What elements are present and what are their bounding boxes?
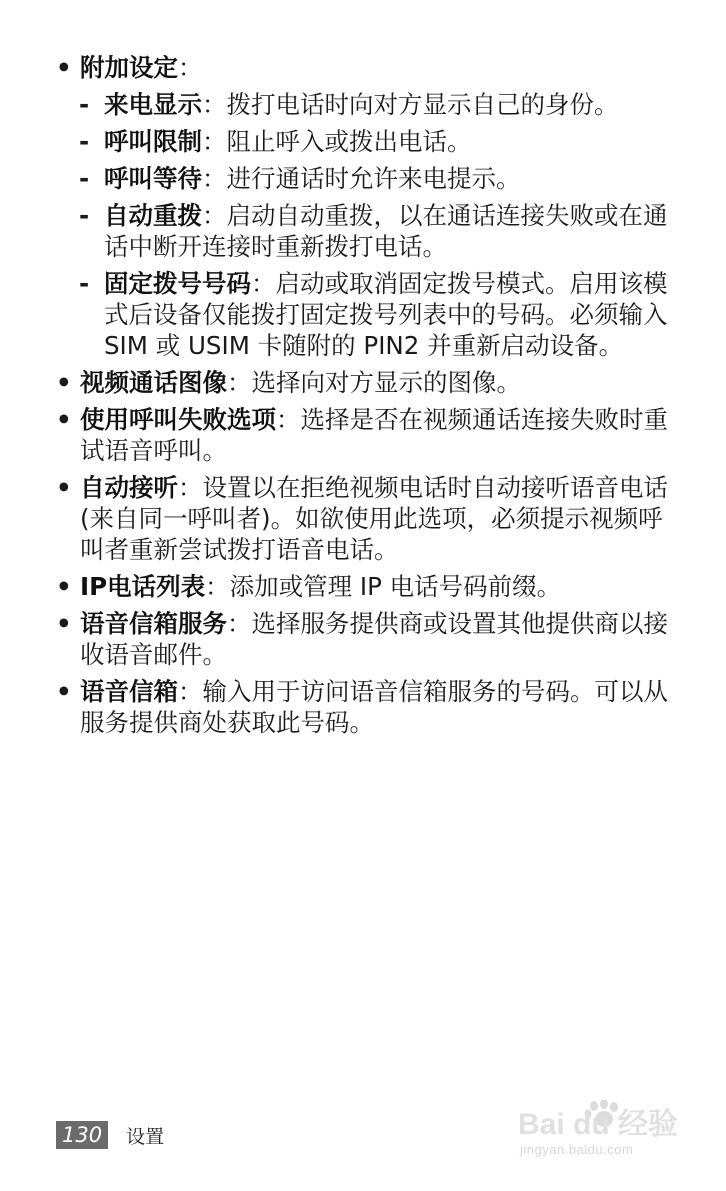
item-desc: 选择是否在视频通话连接失败时重试语音呼叫。 [80, 405, 668, 465]
page-footer [56, 1121, 164, 1149]
dash: - [79, 164, 90, 193]
section-name: 设置 [126, 1125, 165, 1148]
list-item-additional-settings [54, 52, 674, 83]
colon: ： [276, 405, 301, 434]
item-term: 语音信箱 [80, 677, 178, 706]
watermark-logo-text: Bai du 经验 [518, 1108, 679, 1140]
item-term: 视频通话图像 [80, 368, 227, 397]
page-number: 130 [56, 1121, 108, 1149]
sub-item-desc: 启动自动重拨，以在通话连接失败或在通话中断开连接时重新拨打电话。 [104, 201, 668, 261]
item-term: 附加设定 [80, 53, 178, 82]
watermark-url: jingyan.baidu.com [520, 1142, 634, 1157]
bullet: • [56, 677, 72, 706]
baidu-paw-logo-icon [516, 1100, 686, 1140]
sub-item-desc: 拨打电话时向对方显示自己的身份。 [226, 90, 619, 119]
bullet: • [56, 405, 72, 434]
list-item-ip-call-list [54, 571, 674, 602]
baidu-jingyan-watermark [516, 1080, 686, 1170]
sub-item-fixed-dialing [54, 268, 674, 361]
item-term: 自动接听 [80, 473, 178, 502]
document-body [54, 52, 674, 744]
item-desc: 添加或管理 IP 电话号码前缀。 [229, 572, 562, 601]
colon: ： [202, 127, 227, 156]
sub-item-desc: 阻止呼入或拨出电话。 [226, 127, 472, 156]
bullet: • [56, 473, 72, 502]
sub-item-term: 呼叫限制 [104, 127, 202, 156]
item-term: 语音信箱服务 [80, 609, 227, 638]
colon: ： [202, 201, 227, 230]
dash: - [79, 127, 90, 156]
colon: ： [251, 269, 276, 298]
dash: - [79, 201, 90, 230]
item-desc: 输入用于访问语音信箱服务的号码。可以从服务提供商处获取此号码。 [80, 677, 668, 737]
colon: ： [178, 53, 203, 82]
dash: - [79, 269, 90, 298]
colon: ： [202, 164, 227, 193]
list-item-call-fail-options [54, 404, 674, 466]
bullet: • [56, 609, 72, 638]
colon: ： [178, 473, 203, 502]
item-desc: 选择向对方显示的图像。 [251, 368, 521, 397]
sub-item-term: 来电显示 [104, 90, 202, 119]
sub-item-term: 固定拨号号码 [104, 269, 251, 298]
colon: ： [227, 368, 252, 397]
list-item-video-call-image [54, 367, 674, 398]
sub-item-term: 呼叫等待 [104, 164, 202, 193]
colon: ： [178, 677, 203, 706]
sub-item-desc: 进行通话时允许来电提示。 [226, 164, 521, 193]
item-term: IP电话列表 [80, 572, 206, 601]
list-item-auto-answer [54, 472, 674, 565]
sub-item-call-waiting [54, 163, 674, 194]
list-item-voicemail-service [54, 608, 674, 670]
item-desc: 选择服务提供商或设置其他提供商以接收语音邮件。 [80, 609, 668, 669]
item-term: 使用呼叫失败选项 [80, 405, 276, 434]
sub-item-desc: 启动或取消固定拨号模式。启用该模式后设备仅能拨打固定拨号列表中的号码。必须输入 SIM 或 USIM 卡随附的 PIN2 并重新启动设备。 [104, 269, 668, 360]
dash: - [79, 90, 90, 119]
bullet: • [56, 53, 72, 82]
colon: ： [202, 90, 227, 119]
list-item-voicemail [54, 676, 674, 738]
sub-item-call-barring [54, 126, 674, 157]
sub-item-caller-id [54, 89, 674, 120]
bullet: • [56, 368, 72, 397]
colon: ： [227, 609, 252, 638]
bullet: • [56, 572, 72, 601]
colon: ： [205, 572, 230, 601]
item-desc: 设置以在拒绝视频电话时自动接听语音电话 (来自同一呼叫者)。如欲使用此选项，必须提示视频呼叫者重新尝试拨打语音电话。 [80, 473, 668, 564]
sub-item-term: 自动重拨 [104, 201, 202, 230]
sub-item-auto-redial [54, 200, 674, 262]
